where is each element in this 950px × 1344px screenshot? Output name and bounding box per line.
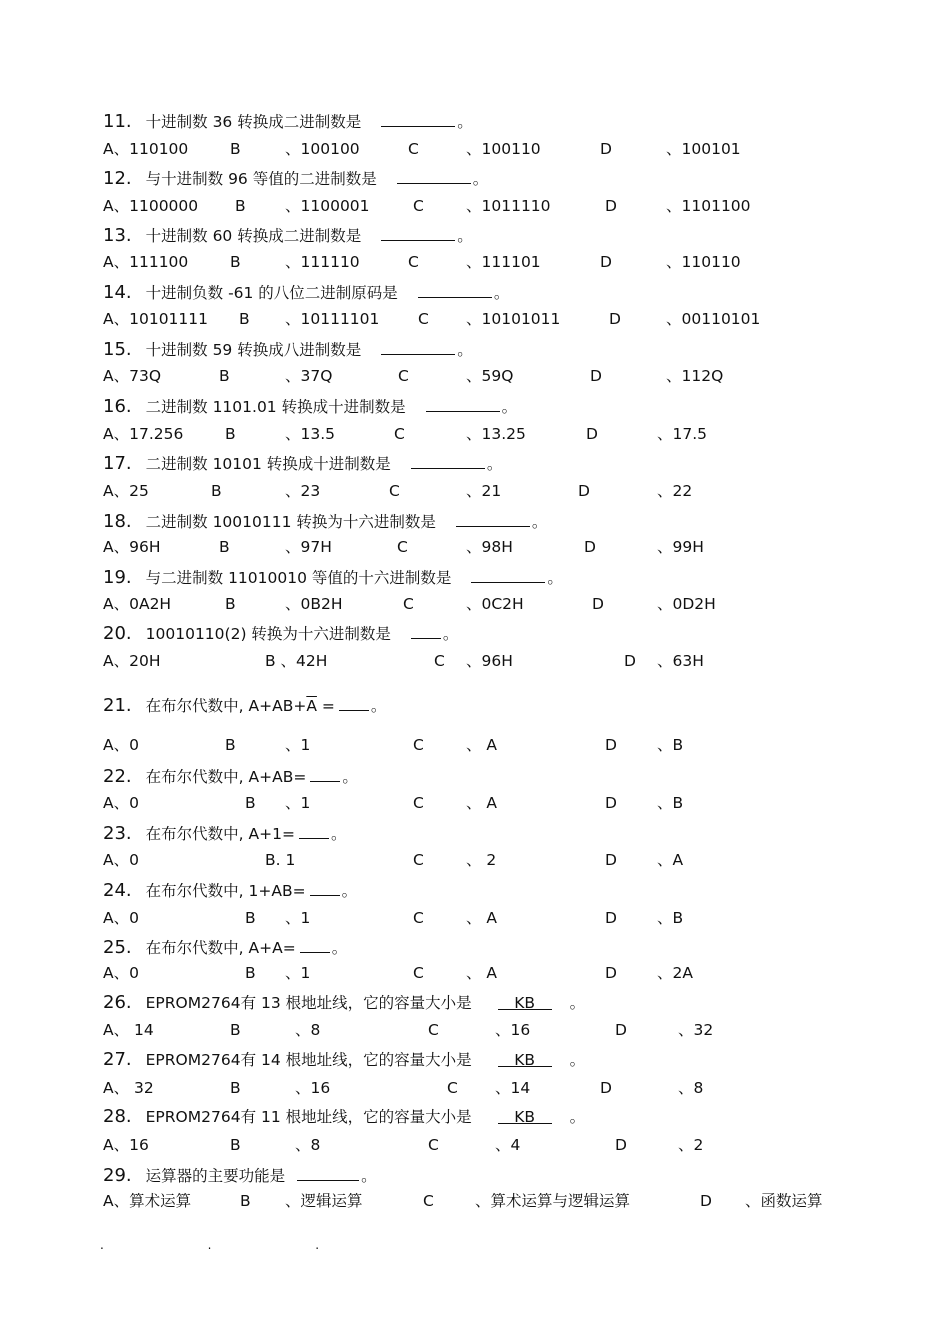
question-13 [103,224,473,246]
option-part: 、37Q [285,367,333,385]
question-text: 在布尔代数中, A+AB= [145,768,307,786]
question-period: 。 [501,398,518,416]
option-part: A、25 [103,482,149,500]
page-footer-dots: . . . [100,1238,370,1252]
question-text: 十进制数 36 转换成二进制数是 [145,113,362,131]
option-part: 、100101 [666,140,741,158]
option-part: D [605,794,617,812]
question-17 [103,452,502,474]
option-part: 、32 [678,1021,714,1039]
question-period: 。 [547,569,563,587]
option-part: A、0A2H [103,595,172,613]
question-29 [103,1164,377,1186]
option-part: A、96H [103,538,161,556]
option-part: D [605,197,617,215]
option-part: 、B [657,736,684,754]
option-part: 、16 [295,1079,331,1097]
question-24 [103,879,357,901]
option-part: B 、42H [265,652,328,670]
option-part: 、2A [657,964,693,982]
answer-blank[interactable] [418,281,492,298]
option-part: A、 32 [103,1079,154,1097]
answer-blank[interactable] [426,395,500,412]
question-period: 。 [457,113,473,131]
option-part: 、13.5 [285,425,336,443]
option-part: C [423,1192,434,1210]
answer-blank[interactable] [471,566,545,583]
option-part: 、0B2H [285,595,343,613]
question-text: 二进制数 10010111 转换为十六进制数是 [145,513,436,531]
question-text: 在布尔代数中, A+A= [145,939,296,957]
question-text: EPROM2764有 14 根地址线，它的容量大小是 [145,1051,472,1069]
options-row-23 [0,850,950,870]
question-period: 。 [569,994,586,1012]
question-period: 。 [531,513,548,531]
question-number: 12. [103,168,132,189]
question-period: 。 [341,882,358,900]
question-period: 。 [486,455,503,473]
option-part: 、22 [657,482,693,500]
question-text: 二进制数 10101 转换成十进制数是 [145,455,391,473]
options-row-29 [0,1191,950,1211]
option-part: B [230,253,241,271]
option-part: 、 2 [466,851,497,869]
option-part: D [700,1192,712,1210]
question-number: 24. [103,880,132,901]
question-number: 14. [103,282,132,303]
option-part: C [413,909,424,927]
option-part: B [211,482,222,500]
option-part: 、8 [678,1079,704,1097]
option-part: D [592,595,604,613]
question-15 [103,338,473,360]
question-text: 二进制数 1101.01 转换成十进制数是 [145,398,406,416]
question-number: 16. [103,396,132,417]
option-part: A、110100 [103,140,189,158]
question-period: 。 [342,768,358,786]
answer-blank[interactable]: KB [498,1050,552,1067]
question-number: 23. [103,823,132,844]
question-number: 22. [103,766,132,787]
option-part: A、0 [103,736,139,754]
option-part: 、0D2H [657,595,716,613]
question-number: 28. [103,1106,132,1127]
option-part: C [408,253,419,271]
options-row-12 [0,196,950,216]
options-row-16 [0,424,950,444]
options-row-25 [0,963,950,983]
options-row-21 [0,735,950,755]
option-part: D [609,310,621,328]
option-part: C [418,310,429,328]
option-part: D [605,964,617,982]
question-period: 。 [569,1108,586,1126]
option-part: 、98H [466,538,513,556]
question-text: 运算器的主要功能是 [145,1167,286,1185]
question-28 [103,1107,585,1127]
option-part: D [600,140,612,158]
option-part: 、111110 [285,253,360,271]
option-part: A、111100 [103,253,189,271]
question-number: 13. [103,225,132,246]
option-part: D [600,1079,612,1097]
question-period: 。 [569,1051,586,1069]
answer-blank[interactable] [411,622,441,639]
option-part: B [230,1021,241,1039]
option-part: B [230,1136,241,1154]
answer-blank[interactable] [381,224,455,241]
question-number: 19. [103,567,132,588]
option-part: B [245,909,256,927]
option-part: D [605,909,617,927]
question-text-continued: = [316,697,335,715]
answer-blank[interactable] [297,1164,359,1181]
options-row-14 [0,309,950,329]
option-part: B [245,964,256,982]
option-part: 、1101100 [666,197,751,215]
question-text: 在布尔代数中, 1+AB= [145,882,306,900]
option-part: 、8 [295,1136,321,1154]
option-part: C [397,538,408,556]
option-part: 、 A [466,794,498,812]
option-part: 、96H [466,652,513,670]
option-part: 、17.5 [657,425,708,443]
option-part: 、00110101 [666,310,761,328]
question-period: 。 [370,697,387,715]
option-part: 、 A [466,964,498,982]
option-part: B [240,1192,251,1210]
options-row-13 [0,252,950,272]
option-part: C [413,736,424,754]
option-part: 、2 [678,1136,704,1154]
question-14 [103,281,509,303]
option-part: 、10101011 [466,310,561,328]
answer-blank[interactable] [299,822,329,839]
option-part: B [225,595,236,613]
option-part: 、4 [495,1136,521,1154]
option-part: 、函数运算 [745,1192,823,1210]
option-part: A、0 [103,794,139,812]
options-row-24 [0,908,950,928]
option-part: A、10101111 [103,310,208,328]
question-period: 。 [457,341,473,359]
question-period: 。 [442,625,459,643]
option-part: 、1 [285,964,311,982]
option-part: 、1 [285,736,311,754]
option-part: A、20H [103,652,161,670]
question-period: 。 [361,1167,377,1185]
question-text: 与十进制数 96 等值的二进制数是 [145,170,377,188]
options-row-15 [0,366,950,386]
option-part: C [428,1021,439,1039]
option-part: 、1011110 [466,197,551,215]
question-number: 29. [103,1165,132,1186]
option-part: C [434,652,445,670]
option-part: 、B [657,794,684,812]
option-part: 、0C2H [466,595,524,613]
option-part: A、0 [103,909,139,927]
question-text: 与二进制数 11010010 等值的十六进制数是 [145,569,452,587]
option-part: A、0 [103,964,139,982]
options-row-17 [0,481,950,501]
option-part: B [230,1079,241,1097]
option-part: C [413,964,424,982]
question-period: 。 [330,825,347,843]
answer-blank[interactable] [381,338,455,355]
option-part: D [590,367,602,385]
option-part: 、算术运算与逻辑运算 [475,1192,631,1210]
option-part: A、0 [103,851,139,869]
option-part: A、17.256 [103,425,184,443]
question-22 [103,765,358,787]
option-part: B [230,140,241,158]
question-text: 十进制数 60 转换成二进制数是 [145,227,362,245]
option-part: A、16 [103,1136,149,1154]
answer-blank[interactable] [310,765,340,782]
option-part: C [408,140,419,158]
answer-blank[interactable]: KB [498,993,552,1010]
option-part: 、100100 [285,140,360,158]
option-part: D [586,425,598,443]
option-part: D [605,851,617,869]
answer-blank[interactable] [456,510,530,527]
option-part: 、16 [495,1021,531,1039]
question-19 [103,566,563,588]
option-part: 、B [657,909,684,927]
option-part: B [225,425,236,443]
question-16 [103,395,517,417]
answer-blank[interactable] [339,694,369,711]
question-20 [103,622,458,644]
option-part: 、14 [495,1079,531,1097]
question-26 [103,993,585,1013]
option-part: A、1100000 [103,197,199,215]
option-part: C [403,595,414,613]
option-part: 、59Q [466,367,514,385]
question-23 [103,822,346,844]
option-part: 、 A [466,909,498,927]
question-text: 十进制数 59 转换成八进制数是 [145,341,362,359]
question-25 [103,936,347,958]
question-number: 15. [103,339,132,360]
option-part: C [413,197,424,215]
question-number: 17. [103,453,132,474]
question-27 [103,1050,585,1070]
options-row-11 [0,139,950,159]
question-18 [103,510,547,532]
option-part: 、1 [285,794,311,812]
question-12 [103,167,488,189]
question-text: 十进制负数 -61 的八位二进制原码是 [145,284,398,302]
option-part: A、73Q [103,367,162,385]
option-part: 、97H [285,538,332,556]
options-row-27 [0,1078,950,1098]
option-part: A、算术运算 [103,1192,192,1210]
option-part: D [578,482,590,500]
question-number: 21. [103,695,132,716]
option-part: 、13.25 [466,425,526,443]
question-number: 26. [103,992,132,1013]
option-part: 、21 [466,482,502,500]
answer-blank[interactable] [300,936,330,953]
question-number: 11. [103,111,132,132]
options-row-19 [0,594,950,614]
answer-blank[interactable]: KB [498,1107,552,1124]
option-part: 、100110 [466,140,541,158]
option-part: 、逻辑运算 [285,1192,363,1210]
option-part: 、23 [285,482,321,500]
question-number: 20. [103,623,132,644]
option-part: C [394,425,405,443]
question-21 [103,694,386,716]
options-row-28 [0,1135,950,1155]
option-part: D [624,652,636,670]
option-part: C [428,1136,439,1154]
option-part: C [398,367,409,385]
question-text: 在布尔代数中, A+AB+ [145,697,307,715]
option-part: B. 1 [265,851,296,869]
option-part: 、1 [285,909,311,927]
option-part: D [584,538,596,556]
question-period: 。 [457,227,473,245]
option-part: 、110110 [666,253,741,271]
question-number: 27. [103,1049,132,1070]
option-part: 、99H [657,538,704,556]
option-part: 、111101 [466,253,541,271]
option-part: B [219,367,230,385]
option-part: B [219,538,230,556]
option-part: C [447,1079,458,1097]
option-part: B [225,736,236,754]
answer-blank[interactable] [397,167,471,184]
question-text: 10010110(2) 转换为十六进制数是 [145,625,391,643]
question-period: 。 [331,939,348,957]
answer-blank[interactable] [411,452,485,469]
question-11 [103,110,473,132]
option-part: B [235,197,246,215]
option-part: D [600,253,612,271]
question-number: 25. [103,937,132,958]
question-text: EPROM2764有 11 根地址线，它的容量大小是 [145,1108,472,1126]
option-part: 、1100001 [285,197,370,215]
option-part: 、 A [466,736,498,754]
option-part: B [245,794,256,812]
options-row-26 [0,1020,950,1040]
option-part: D [615,1136,627,1154]
question-period: 。 [472,170,489,188]
option-part: 、A [657,851,684,869]
options-row-18 [0,537,950,557]
options-row-22 [0,793,950,813]
question-number: 18. [103,511,132,532]
option-part: C [413,851,424,869]
negated-variable: $\overline{A}$ [306,697,317,715]
option-part: 、8 [295,1021,321,1039]
option-part: A、 14 [103,1021,154,1039]
question-text: EPROM2764有 13 根地址线，它的容量大小是 [145,994,472,1012]
option-part: C [413,794,424,812]
option-part: 、10111101 [285,310,380,328]
answer-blank[interactable] [310,879,340,896]
question-period: 。 [493,284,510,302]
option-part: 、63H [657,652,704,670]
options-row-20 [0,651,950,671]
answer-blank[interactable] [381,110,455,127]
option-part: D [605,736,617,754]
option-part: D [615,1021,627,1039]
option-part: C [389,482,400,500]
option-part: 、112Q [666,367,724,385]
question-text: 在布尔代数中, A+1= [145,825,295,843]
option-part: B [239,310,250,328]
